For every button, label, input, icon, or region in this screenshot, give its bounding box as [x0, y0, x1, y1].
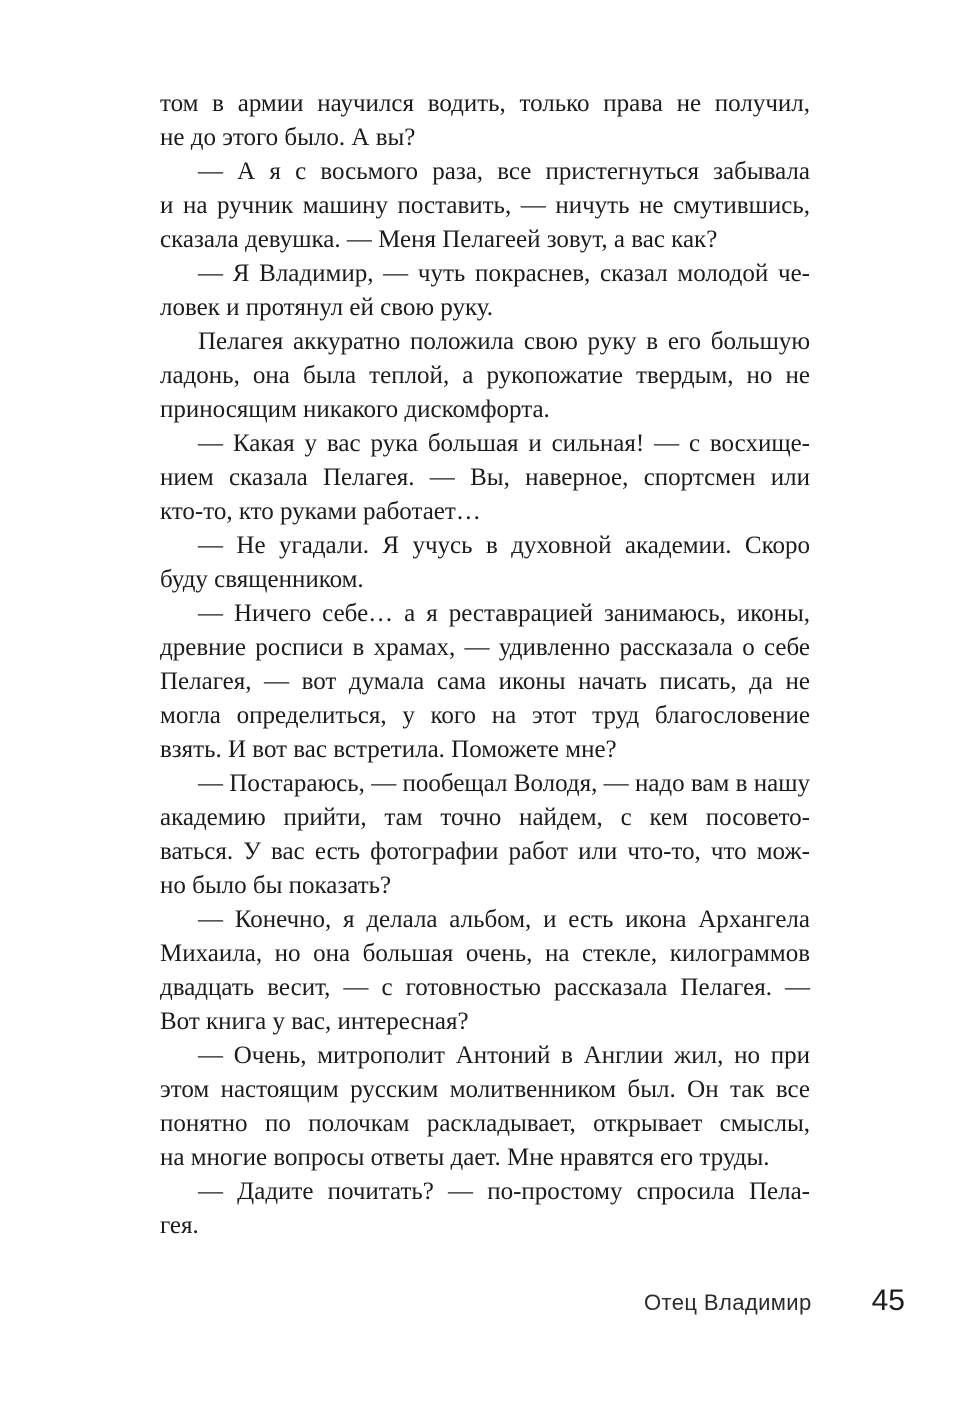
text-line: — Очень, митрополит Антоний в Англии жил, но при [198, 1042, 810, 1069]
text-line: — Не угадали. Я учусь в духовной академии. Скоро [198, 532, 810, 559]
text-line: кто-то, кто руками работает… [160, 498, 481, 525]
text-line: приносящим никакого дискомфорта. [160, 396, 550, 423]
text-line: на многие вопросы ответы дает. Мне нравятся его труды. [160, 1144, 770, 1171]
text-line: древние росписи в храмах, — удивленно рассказала о себе [160, 634, 810, 661]
text-line: взять. И вот вас встретила. Поможете мне? [160, 736, 617, 763]
running-title: Отец Владимир [644, 1290, 812, 1315]
text-line: — Постараюсь, — пообещал Володя, — надо вам в нашу [198, 770, 810, 797]
text-line: том в армии научился водить, только права не получил, [160, 90, 810, 117]
text-line: Михаила, но она большая очень, на стекле, килограммов [160, 940, 810, 967]
page-footer [644, 1284, 905, 1318]
text-line: — А я с восьмого раза, все пристегнуться забывала [198, 158, 810, 185]
text-line: нием сказала Пелагея. — Вы, наверное, спортсмен или [160, 464, 810, 491]
text-line: буду священником. [160, 566, 364, 593]
text-line: и на ручник машину поставить, — ничуть не смутившись, [160, 192, 810, 219]
text-line: — Какая у вас рука большая и сильная! — с восхище- [198, 430, 810, 457]
page-number: 45 [871, 1284, 905, 1317]
text-line: ловек и протянул ей свою руку. [160, 294, 493, 321]
text-line: могла определиться, у кого на этот труд благословение [160, 702, 810, 729]
text-line: этом настоящим русским молитвенником был. Он так все [160, 1076, 810, 1103]
text-line: Пелагея аккуратно положила свою руку в его большую [198, 328, 810, 355]
text-line: но было бы показать? [160, 872, 392, 899]
text-line: — Дадите почитать? — по-простому спросила Пела- [198, 1178, 810, 1205]
text-line: ладонь, она была теплой, а рукопожатие твердым, но не [160, 362, 810, 389]
text-line: Вот книга у вас, интересная? [160, 1008, 469, 1035]
text-line: не до этого было. А вы? [160, 124, 416, 151]
text-line: — Я Владимир, — чуть покраснев, сказал молодой че- [198, 260, 810, 287]
text-line: гея. [160, 1212, 199, 1239]
text-line: понятно по полочкам раскладывает, открывает смыслы, [160, 1110, 810, 1137]
text-line: сказала девушка. — Меня Пелагеей зовут, а вас как? [160, 226, 718, 253]
text-line: — Ничего себе… а я реставрацией занимаюсь, иконы, [198, 600, 810, 627]
text-line: ваться. У вас есть фотографии работ или что-то, что мож- [160, 838, 810, 865]
text-line: Пелагея, — вот думала сама иконы начать писать, да не [160, 668, 810, 695]
text-line: — Конечно, я делала альбом, и есть икона Архангела [198, 906, 810, 933]
text-line: двадцать весит, — с готовностью рассказала Пелагея. — [160, 974, 810, 1001]
body-text [160, 87, 810, 1243]
text-line: академию прийти, там точно найдем, с кем посовето- [160, 804, 810, 831]
